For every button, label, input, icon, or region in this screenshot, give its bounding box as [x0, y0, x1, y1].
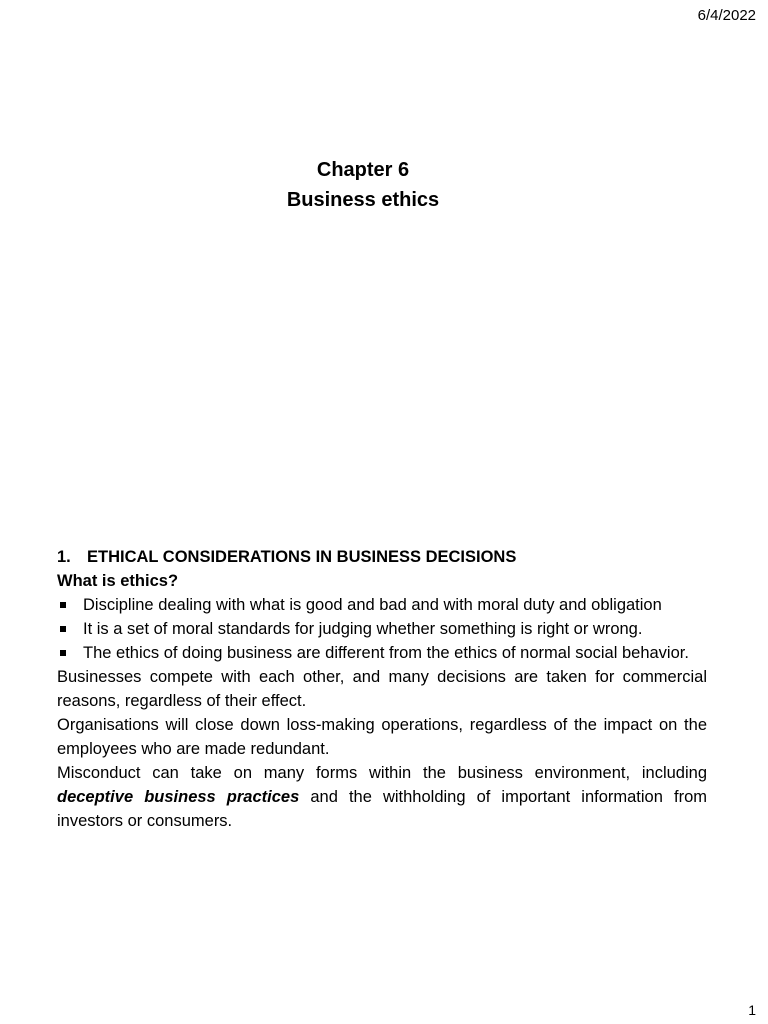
- square-bullet-icon: [60, 650, 66, 656]
- slide-content: [57, 545, 707, 833]
- paragraph-text: Misconduct can take on many forms within the business environment, including: [57, 764, 707, 782]
- date-stamp: 6/4/2022: [697, 7, 756, 24]
- paragraph: [57, 761, 707, 833]
- paragraph-text: and the withholding of important information from investors or consumers.: [57, 788, 707, 830]
- paragraph: Businesses compete with each other, and many decisions are taken for commercial reasons, regardless of their effect.: [57, 668, 707, 710]
- bullet-text: It is a set of moral standards for judging whether something is right or wrong.: [83, 620, 643, 638]
- bullet-text: The ethics of doing business are different from the ethics of normal social behavior.: [83, 644, 689, 662]
- square-bullet-icon: [60, 602, 66, 608]
- page-number: 1: [748, 1002, 756, 1018]
- chapter-title: Chapter 6: [316, 159, 410, 181]
- square-bullet-icon: [60, 626, 66, 632]
- subheading: What is ethics?: [57, 572, 179, 590]
- slide-title: [0, 155, 726, 215]
- section-number: 1.: [57, 548, 71, 566]
- bullet-item: [57, 641, 707, 665]
- bullet-item: [57, 593, 707, 617]
- chapter-subtitle: Business ethics: [286, 189, 440, 211]
- bullet-text: Discipline dealing with what is good and bad and with moral duty and obligation: [83, 596, 662, 614]
- bullet-item: [57, 617, 707, 641]
- paragraph: Organisations will close down loss-making operations, regardless of the impact on the employees who are made redundant.: [57, 716, 707, 758]
- section-heading: [57, 545, 707, 569]
- bullet-list: [57, 593, 707, 665]
- section-heading-text: ETHICAL CONSIDERATIONS IN BUSINESS DECISIONS: [87, 548, 517, 566]
- emphasized-text: deceptive business practices: [57, 788, 300, 806]
